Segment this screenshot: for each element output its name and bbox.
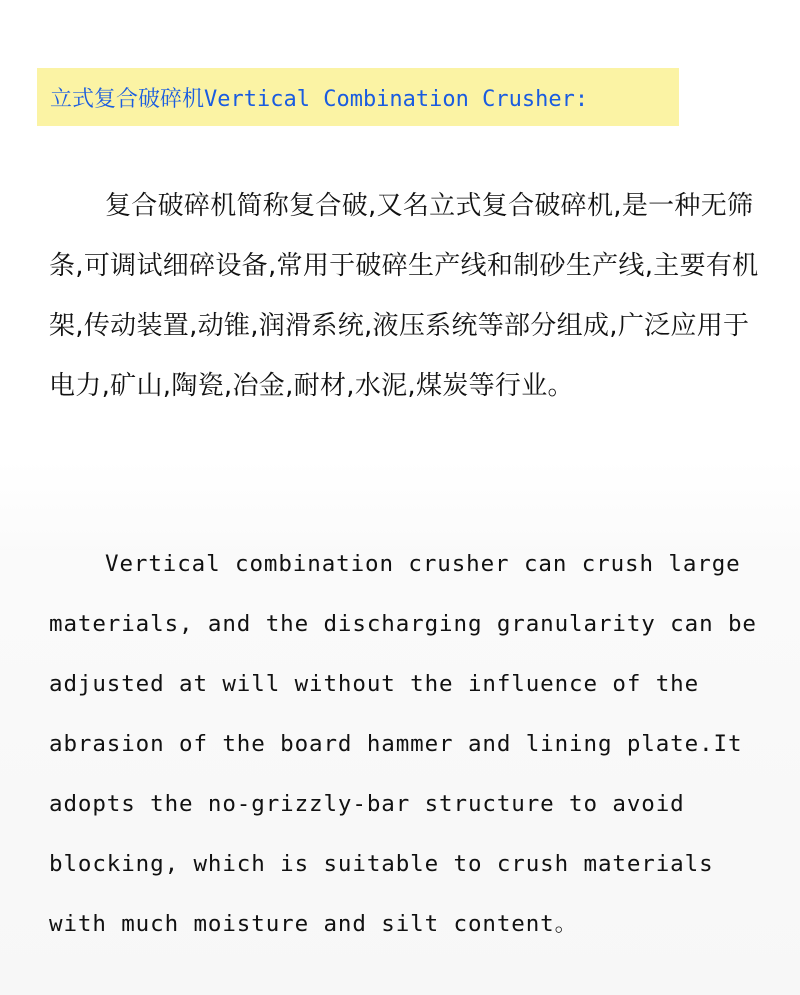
heading-highlight-box: [37, 68, 679, 126]
english-description-paragraph: Vertical combination crusher can crush large materials, and the discharging granularity can be adjusted at will without the influence of the abrasion of the board hammer and lining plate.It adopts the no-grizzly-bar structure to avoid blocking, which is suitable to crush materials with much moisture and silt content。: [49, 551, 757, 937]
chinese-description-paragraph: 复合破碎机简称复合破,又名立式复合破碎机,是一种无筛条,可调试细碎设备,常用于破碎生产线和制砂生产线,主要有机架,传动装置,动锥,润滑系统,液压系统等部分组成,广泛应用于电力,矿山,陶瓷,冶金,耐材,水泥,煤炭等行业。: [49, 191, 759, 401]
section-heading: 立式复合破碎机Vertical Combination Crusher:: [50, 86, 589, 112]
